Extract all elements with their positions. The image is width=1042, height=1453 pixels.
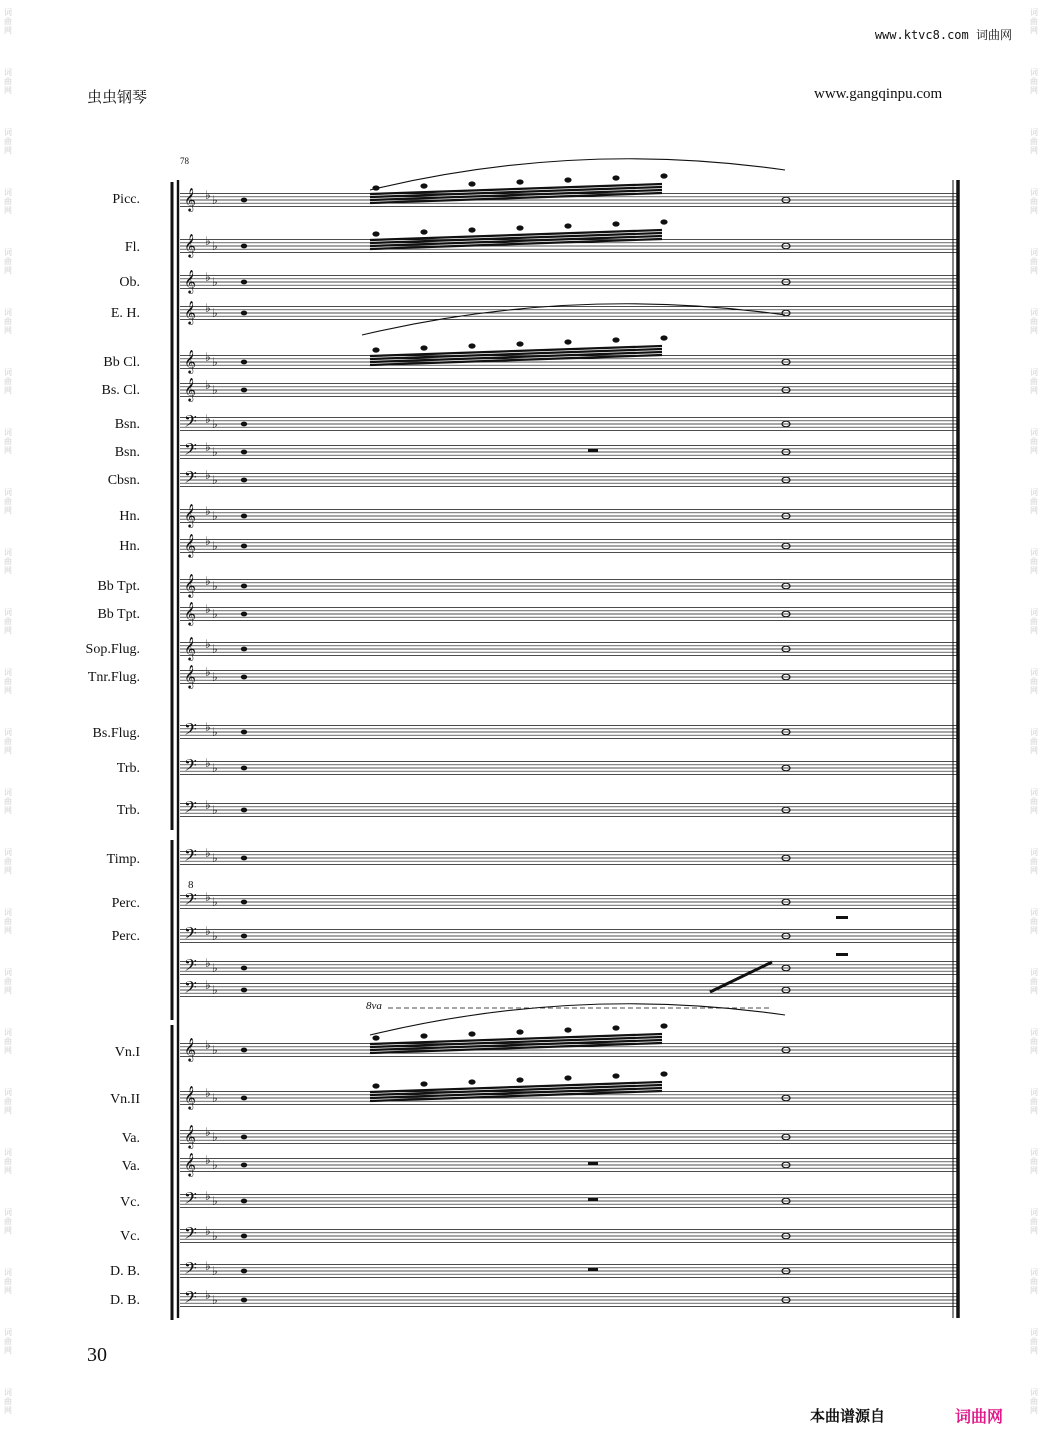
flat-icon: ♭: [212, 193, 218, 207]
instrument-label: Picc.: [112, 192, 140, 207]
flat-icon: ♭: [212, 1130, 218, 1144]
flat-icon: ♭: [205, 504, 211, 518]
flat-icon: ♭: [212, 417, 218, 431]
watermark-glyph-group: 词 曲 网: [4, 128, 12, 155]
flat-icon: ♭: [212, 473, 218, 487]
note-head: [241, 1135, 247, 1140]
instrument-label: Bs. Cl.: [101, 383, 140, 398]
flat-icon: ♭: [205, 1189, 211, 1203]
flat-icon: ♭: [212, 929, 218, 943]
watermark-glyph-group: 词 曲 网: [1030, 668, 1038, 695]
header-url[interactable]: www.gangqinpu.com: [814, 86, 943, 102]
note-head: [516, 225, 523, 230]
note-head: [241, 1096, 247, 1101]
measure-rest: [588, 1268, 598, 1271]
instrument-label: Fl.: [124, 240, 140, 255]
watermark-glyph-group: 词 曲 网: [4, 1148, 12, 1175]
flat-icon: ♭: [212, 1264, 218, 1278]
note-head: [241, 808, 247, 813]
clef-icon: 𝄞: [184, 269, 196, 293]
note-head: [241, 514, 247, 519]
flat-icon: ♭: [212, 1091, 218, 1105]
watermark-glyph-group: 词 曲 网: [1030, 848, 1038, 875]
watermark-glyph-group: 词 曲 网: [1030, 428, 1038, 455]
clef-icon: 𝄢: [184, 845, 197, 869]
flat-icon: ♭: [212, 239, 218, 253]
flat-icon: ♭: [205, 602, 211, 616]
clef-icon: 𝄞: [184, 1152, 196, 1176]
watermark-glyph-group: 词 曲 网: [4, 188, 12, 215]
note-head: [516, 179, 523, 184]
instrument-label: Va.: [121, 1159, 140, 1174]
note-head: [372, 231, 379, 236]
note-head: [241, 1269, 247, 1274]
instrument-label: Sop.Flug.: [85, 642, 140, 657]
note-head: [241, 1048, 247, 1053]
flat-icon: ♭: [212, 642, 218, 656]
clef-icon: 𝄞: [184, 601, 196, 625]
clef-icon: 𝄞: [184, 233, 196, 257]
clef-icon: 𝄢: [184, 955, 197, 979]
instrument-label: Vn.II: [110, 1092, 140, 1107]
watermark-glyph-group: 词 曲 网: [4, 1388, 12, 1415]
watermark-glyph-group: 词 曲 网: [1030, 788, 1038, 815]
instrument-label: Bs.Flug.: [92, 726, 140, 741]
instrument-label: Vn.I: [114, 1045, 140, 1060]
note-head: [372, 1083, 379, 1088]
watermark-glyph-group: 词 曲 网: [4, 788, 12, 815]
note-head: [612, 175, 619, 180]
clef-icon: 𝄢: [184, 467, 197, 491]
flat-icon: ♭: [205, 756, 211, 770]
flat-icon: ♭: [212, 445, 218, 459]
flat-icon: ♭: [212, 1229, 218, 1243]
note-head: [564, 1075, 571, 1080]
measure-rest: [836, 916, 848, 919]
source-site-link[interactable]: 词曲网: [955, 1407, 1004, 1426]
watermark-glyph-group: 词 曲 网: [1030, 188, 1038, 215]
flat-icon: ♭: [205, 350, 211, 364]
clef-icon: 𝄢: [184, 1287, 197, 1311]
flat-icon: ♭: [205, 924, 211, 938]
flat-icon: ♭: [205, 574, 211, 588]
flat-icon: ♭: [212, 1194, 218, 1208]
note-head: [241, 1199, 247, 1204]
instrument-label: E. H.: [110, 306, 140, 321]
note-head: [612, 221, 619, 226]
watermark-glyph-group: 词 曲 网: [1030, 128, 1038, 155]
note-head: [241, 647, 247, 652]
flat-icon: ♭: [212, 961, 218, 975]
flat-icon: ♭: [205, 468, 211, 482]
note-head: [468, 181, 475, 186]
header-title: 虫虫钢琴: [87, 88, 148, 106]
watermark-glyph-group: 词 曲 网: [4, 728, 12, 755]
flat-icon: ♭: [205, 270, 211, 284]
clef-icon: 𝄢: [184, 719, 197, 743]
flat-icon: ♭: [205, 978, 211, 992]
note-head: [241, 612, 247, 617]
clef-octave-mark: 8: [188, 879, 194, 891]
instrument-label: Bsn.: [114, 445, 140, 460]
flat-icon: ♭: [205, 1038, 211, 1052]
clef-icon: 𝄢: [184, 755, 197, 779]
note-head: [241, 766, 247, 771]
note-head: [612, 337, 619, 342]
clef-icon: 𝄞: [184, 503, 196, 527]
note-head: [420, 1033, 427, 1038]
clef-icon: 𝄞: [184, 636, 196, 660]
watermark-glyph-group: 词 曲 网: [4, 368, 12, 395]
note-head: [241, 450, 247, 455]
instrument-label: Trb.: [116, 761, 140, 776]
clef-icon: 𝄞: [184, 1124, 196, 1148]
clef-icon: 𝄢: [184, 1223, 197, 1247]
watermark-glyph-group: 词 曲 网: [4, 488, 12, 515]
instrument-label: Tnr.Flug.: [87, 670, 140, 685]
watermark-glyph-group: 词 曲 网: [1030, 1268, 1038, 1295]
note-head: [420, 1081, 427, 1086]
flat-icon: ♭: [212, 355, 218, 369]
watermark-glyph-group: 词 曲 网: [4, 68, 12, 95]
note-head: [241, 1234, 247, 1239]
note-head: [241, 856, 247, 861]
clef-icon: 𝄞: [184, 664, 196, 688]
instrument-label: Timp.: [106, 852, 140, 867]
watermark-glyph-group: 词 曲 网: [4, 668, 12, 695]
instrument-label: Perc.: [111, 929, 140, 944]
instrument-label: Vc.: [120, 1229, 140, 1244]
note-head: [564, 223, 571, 228]
note-head: [241, 478, 247, 483]
instrument-label: Ob.: [119, 275, 140, 290]
flat-icon: ♭: [205, 188, 211, 202]
slur-curve: [370, 159, 785, 190]
flat-icon: ♭: [212, 761, 218, 775]
clef-icon: 𝄞: [184, 349, 196, 373]
measure-rest: [836, 953, 848, 956]
flat-icon: ♭: [205, 534, 211, 548]
flat-icon: ♭: [205, 1259, 211, 1273]
note-head: [241, 311, 247, 316]
instrument-label: Hn.: [119, 509, 140, 524]
flat-icon: ♭: [212, 383, 218, 397]
watermark-glyph-group: 词 曲 网: [1030, 68, 1038, 95]
clef-icon: 𝄢: [184, 889, 197, 913]
flat-icon: ♭: [205, 1125, 211, 1139]
flat-icon: ♭: [205, 301, 211, 315]
instrument-label: Cbsn.: [107, 473, 140, 488]
instrument-label: Bsn.: [114, 417, 140, 432]
instrument-label: Bb Cl.: [103, 355, 140, 370]
note-head: [612, 1025, 619, 1030]
flat-icon: ♭: [212, 895, 218, 909]
flat-icon: ♭: [212, 1158, 218, 1172]
note-head: [241, 244, 247, 249]
note-head: [241, 360, 247, 365]
note-head: [241, 584, 247, 589]
watermark-glyph-group: 词 曲 网: [1030, 1088, 1038, 1115]
instrument-label: Perc.: [111, 896, 140, 911]
flat-icon: ♭: [205, 665, 211, 679]
flat-icon: ♭: [205, 1224, 211, 1238]
flat-icon: ♭: [212, 509, 218, 523]
flat-icon: ♭: [205, 798, 211, 812]
watermark-glyph-group: 词 曲 网: [4, 248, 12, 275]
flat-icon: ♭: [212, 983, 218, 997]
watermark-glyph-group: 词 曲 网: [4, 1208, 12, 1235]
note-head: [660, 335, 667, 340]
clef-icon: 𝄢: [184, 1258, 197, 1282]
watermark-glyph-group: 词 曲 网: [1030, 308, 1038, 335]
flat-icon: ♭: [212, 670, 218, 684]
watermark-glyph-group: 词 曲 网: [1030, 608, 1038, 635]
measure-rest: [588, 1198, 598, 1201]
clef-icon: 𝄢: [184, 923, 197, 947]
watermark-glyph-group: 词 曲 网: [4, 1028, 12, 1055]
flat-icon: ♭: [205, 720, 211, 734]
watermark-glyph-group: 词 曲 网: [4, 1268, 12, 1295]
flat-icon: ♭: [205, 440, 211, 454]
flat-icon: ♭: [212, 306, 218, 320]
clef-icon: 𝄞: [184, 300, 196, 324]
note-head: [420, 183, 427, 188]
watermark-glyph-group: 词 曲 网: [1030, 728, 1038, 755]
note-head: [516, 1029, 523, 1034]
watermark-glyph-group: 词 曲 网: [1030, 1148, 1038, 1175]
note-head: [516, 341, 523, 346]
clef-icon: 𝄞: [184, 533, 196, 557]
clef-icon: 𝄞: [184, 377, 196, 401]
instrument-label: Trb.: [116, 803, 140, 818]
note-head: [564, 1027, 571, 1032]
note-head: [372, 347, 379, 352]
slur-curve: [370, 1004, 785, 1035]
watermark-glyph-group: 词 曲 网: [1030, 548, 1038, 575]
watermark-glyph-group: 词 曲 网: [1030, 1028, 1038, 1055]
note-head: [660, 219, 667, 224]
note-head: [468, 1031, 475, 1036]
clef-icon: 𝄞: [184, 573, 196, 597]
watermark-glyph-group: 词 曲 网: [4, 548, 12, 575]
watermark-glyph-group: 词 曲 网: [4, 1328, 12, 1355]
note-head: [564, 339, 571, 344]
note-head: [241, 730, 247, 735]
clef-icon: 𝄢: [184, 439, 197, 463]
flat-icon: ♭: [205, 1153, 211, 1167]
note-head: [241, 966, 247, 971]
watermark-glyph-group: 词 曲 网: [1030, 908, 1038, 935]
flat-icon: ♭: [205, 890, 211, 904]
clef-icon: 𝄢: [184, 977, 197, 1001]
note-head: [468, 343, 475, 348]
note-head: [420, 229, 427, 234]
watermark-glyph-group: 词 曲 网: [1030, 488, 1038, 515]
watermark-glyph-group: 词 曲 网: [1030, 1328, 1038, 1355]
measure-number: 78: [180, 156, 189, 166]
instrument-label: Vc.: [120, 1195, 140, 1210]
note-head: [241, 198, 247, 203]
instrument-label: Bb Tpt.: [97, 607, 140, 622]
flat-icon: ♭: [205, 412, 211, 426]
flat-icon: ♭: [205, 637, 211, 651]
flat-icon: ♭: [212, 539, 218, 553]
flat-icon: ♭: [205, 846, 211, 860]
watermark-glyph-group: 词 曲 网: [1030, 1208, 1038, 1235]
watermark-glyph-group: 词 曲 网: [1030, 968, 1038, 995]
watermark-glyph-group: 词 曲 网: [4, 1088, 12, 1115]
source-label: 本曲谱源自: [810, 1407, 886, 1425]
instrument-label: Va.: [121, 1131, 140, 1146]
watermark-glyph-group: 词 曲 网: [4, 848, 12, 875]
watermark-glyph-group: 词 曲 网: [1030, 8, 1038, 35]
note-head: [241, 1163, 247, 1168]
glissando-line: [710, 962, 772, 992]
note-head: [241, 280, 247, 285]
note-head: [241, 544, 247, 549]
instrument-label: D. B.: [110, 1264, 140, 1279]
watermark-glyph-group: 词 曲 网: [4, 908, 12, 935]
flat-icon: ♭: [212, 803, 218, 817]
watermark-glyph-group: 词 曲 网: [1030, 1388, 1038, 1415]
clef-icon: 𝄢: [184, 411, 197, 435]
note-head: [241, 1298, 247, 1303]
note-head: [660, 173, 667, 178]
flat-icon: ♭: [212, 851, 218, 865]
flat-icon: ♭: [212, 607, 218, 621]
clef-icon: 𝄞: [184, 1085, 196, 1109]
note-head: [660, 1023, 667, 1028]
note-head: [660, 1071, 667, 1076]
instrument-label: D. B.: [110, 1293, 140, 1308]
flat-icon: ♭: [205, 234, 211, 248]
note-head: [372, 1035, 379, 1040]
note-head: [241, 900, 247, 905]
ottava-mark: 8va: [366, 1000, 382, 1012]
watermark-glyph-group: 词 曲 网: [1030, 368, 1038, 395]
clef-icon: 𝄢: [184, 797, 197, 821]
note-head: [420, 345, 427, 350]
note-head: [241, 934, 247, 939]
watermark-glyph-group: 词 曲 网: [4, 308, 12, 335]
note-head: [612, 1073, 619, 1078]
watermark-glyph-group: 词 曲 网: [4, 608, 12, 635]
note-head: [516, 1077, 523, 1082]
flat-icon: ♭: [212, 725, 218, 739]
watermark-glyph-group: 词 曲 网: [4, 8, 12, 35]
note-head: [241, 422, 247, 427]
flat-icon: ♭: [212, 579, 218, 593]
site-top-name[interactable]: 词曲网: [975, 28, 1012, 42]
note-head: [241, 988, 247, 993]
flat-icon: ♭: [205, 1288, 211, 1302]
measure-rest: [588, 449, 598, 452]
watermark-glyph-group: 词 曲 网: [4, 428, 12, 455]
flat-icon: ♭: [212, 275, 218, 289]
clef-icon: 𝄞: [184, 187, 196, 211]
note-head: [241, 675, 247, 680]
flat-icon: ♭: [212, 1293, 218, 1307]
site-top-url[interactable]: www.ktvc8.com: [874, 28, 969, 42]
note-head: [564, 177, 571, 182]
note-head: [468, 227, 475, 232]
watermark-glyph-group: 词 曲 网: [1030, 248, 1038, 275]
flat-icon: ♭: [205, 378, 211, 392]
note-head: [468, 1079, 475, 1084]
flat-icon: ♭: [205, 1086, 211, 1100]
instrument-label: Bb Tpt.: [97, 579, 140, 594]
flat-icon: ♭: [212, 1043, 218, 1057]
watermark-glyph-group: 词 曲 网: [4, 968, 12, 995]
measure-rest: [588, 1162, 598, 1165]
clef-icon: 𝄢: [184, 1188, 197, 1212]
note-head: [241, 388, 247, 393]
clef-icon: 𝄞: [184, 1037, 196, 1061]
flat-icon: ♭: [205, 956, 211, 970]
page-number: 30: [87, 1344, 107, 1366]
instrument-label: Hn.: [119, 539, 140, 554]
